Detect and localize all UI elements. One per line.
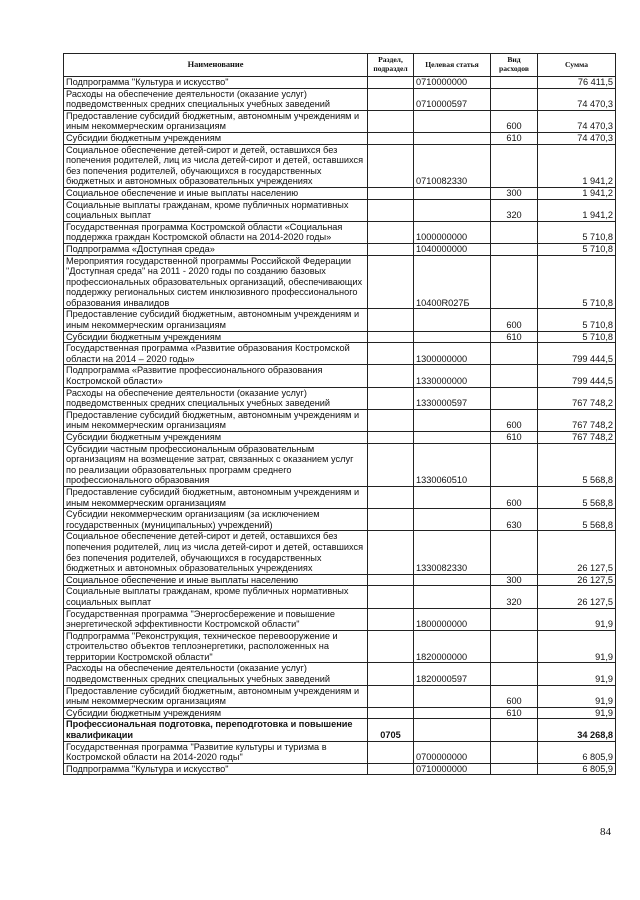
cell-vid-rashodov xyxy=(491,365,538,387)
cell-vid-rashodov: 320 xyxy=(491,586,538,608)
cell-summa: 74 470,3 xyxy=(538,110,616,132)
cell-name: Социальное обеспечение детей-сирот и детей, оставшихся без попечения родителей, лиц из числа детей-сирот и детей, оставшихся без попечения родителей, обучающихся в государственных бюджетных и автономных образовательных учреждениях xyxy=(64,144,368,187)
table-row xyxy=(64,574,616,586)
cell-name: Социальное обеспечение и иные выплаты населению xyxy=(64,187,368,199)
cell-razdel xyxy=(368,187,414,199)
table-row xyxy=(64,608,616,630)
cell-razdel xyxy=(368,255,414,309)
header-razdel: Раздел, подраздел xyxy=(368,54,414,77)
cell-summa: 91,9 xyxy=(538,608,616,630)
cell-vid-rashodov: 610 xyxy=(491,432,538,444)
cell-summa: 26 127,5 xyxy=(538,574,616,586)
cell-vid-rashodov xyxy=(491,663,538,685)
cell-name: Подпрограмма «Развитие профессионального образования Костромской области» xyxy=(64,365,368,387)
cell-summa: 74 470,3 xyxy=(538,88,616,110)
cell-celevaya-statya xyxy=(414,707,491,719)
cell-vid-rashodov xyxy=(491,144,538,187)
table-row xyxy=(64,630,616,663)
cell-celevaya-statya: 1330000597 xyxy=(414,387,491,409)
cell-celevaya-statya xyxy=(414,509,491,531)
cell-name: Субсидии бюджетным учреждениям xyxy=(64,132,368,144)
table-row xyxy=(64,486,616,508)
cell-razdel xyxy=(368,331,414,343)
cell-vid-rashodov: 600 xyxy=(491,685,538,707)
cell-celevaya-statya xyxy=(414,719,491,741)
cell-name: Социальное обеспечение детей-сирот и детей, оставшихся без попечения родителей, лиц из числа детей-сирот и детей, оставшихся без попечения родителей, обучающихся в государственных бюджетных и автономных образовательных учреждениях xyxy=(64,531,368,574)
header-name: Наименование xyxy=(64,54,368,77)
cell-name: Расходы на обеспечение деятельности (оказание услуг) подведомственных средних специальных учебных заведений xyxy=(64,663,368,685)
cell-vid-rashodov: 600 xyxy=(491,486,538,508)
cell-celevaya-statya xyxy=(414,132,491,144)
cell-name: Предоставление субсидий бюджетным, автономным учреждениям и иным некоммерческим организациям xyxy=(64,486,368,508)
cell-vid-rashodov xyxy=(491,88,538,110)
header-celevaya: Целевая статья xyxy=(414,54,491,77)
cell-celevaya-statya xyxy=(414,486,491,508)
cell-summa: 26 127,5 xyxy=(538,586,616,608)
cell-summa: 5 710,8 xyxy=(538,309,616,331)
cell-celevaya-statya xyxy=(414,574,491,586)
cell-name: Расходы на обеспечение деятельности (оказание услуг) подведомственных средних специальных учебных заведений xyxy=(64,88,368,110)
table-row xyxy=(64,763,616,775)
cell-celevaya-statya: 1330000000 xyxy=(414,365,491,387)
table-row xyxy=(64,443,616,486)
cell-celevaya-statya: 1330060510 xyxy=(414,443,491,486)
cell-celevaya-statya xyxy=(414,432,491,444)
cell-summa: 6 805,9 xyxy=(538,763,616,775)
cell-celevaya-statya: 1820000597 xyxy=(414,663,491,685)
cell-vid-rashodov xyxy=(491,443,538,486)
table-row xyxy=(64,187,616,199)
table-row xyxy=(64,309,616,331)
table-body xyxy=(64,77,616,775)
cell-vid-rashodov: 630 xyxy=(491,509,538,531)
cell-celevaya-statya xyxy=(414,199,491,221)
cell-celevaya-statya xyxy=(414,331,491,343)
cell-vid-rashodov xyxy=(491,221,538,243)
cell-name: Государственная программа Костромской области «Социальная поддержка граждан Костромской области на 2014-2020 годы» xyxy=(64,221,368,243)
cell-name: Субсидии бюджетным учреждениям xyxy=(64,707,368,719)
cell-name: Субсидии частным профессиональным образовательным организациям на возмещение затрат, связанных с оказанием услуг по реализации образовательных программ среднего профессионального образования xyxy=(64,443,368,486)
table-row xyxy=(64,132,616,144)
cell-celevaya-statya: 0710000000 xyxy=(414,763,491,775)
cell-name: Предоставление субсидий бюджетным, автономным учреждениям и иным некоммерческим организациям xyxy=(64,110,368,132)
table-row xyxy=(64,243,616,255)
budget-table xyxy=(63,53,616,775)
cell-name: Субсидии бюджетным учреждениям xyxy=(64,432,368,444)
cell-celevaya-statya xyxy=(414,586,491,608)
cell-celevaya-statya: 0710000597 xyxy=(414,88,491,110)
table-row xyxy=(64,531,616,574)
table-row xyxy=(64,331,616,343)
cell-name: Социальные выплаты гражданам, кроме публичных нормативных социальных выплат xyxy=(64,199,368,221)
cell-name: Предоставление субсидий бюджетным, автономным учреждениям и иным некоммерческим организациям xyxy=(64,685,368,707)
header-summa: Сумма xyxy=(538,54,616,77)
cell-razdel xyxy=(368,531,414,574)
table-row xyxy=(64,199,616,221)
cell-vid-rashodov xyxy=(491,763,538,775)
cell-celevaya-statya xyxy=(414,110,491,132)
table-row xyxy=(64,144,616,187)
table-row xyxy=(64,255,616,309)
cell-summa: 5 710,8 xyxy=(538,331,616,343)
cell-celevaya-statya: 0700000000 xyxy=(414,741,491,763)
cell-razdel xyxy=(368,387,414,409)
cell-razdel xyxy=(368,586,414,608)
cell-razdel xyxy=(368,243,414,255)
cell-vid-rashodov: 300 xyxy=(491,574,538,586)
cell-summa: 26 127,5 xyxy=(538,531,616,574)
cell-celevaya-statya: 0710082330 xyxy=(414,144,491,187)
cell-summa: 91,9 xyxy=(538,685,616,707)
table-row xyxy=(64,432,616,444)
cell-name: Подпрограмма "Культура и искусство" xyxy=(64,763,368,775)
cell-razdel xyxy=(368,663,414,685)
cell-name: Подпрограмма "Культура и искусство" xyxy=(64,77,368,89)
cell-razdel xyxy=(368,309,414,331)
cell-vid-rashodov: 320 xyxy=(491,199,538,221)
cell-celevaya-statya: 1300000000 xyxy=(414,343,491,365)
cell-celevaya-statya: 1000000000 xyxy=(414,221,491,243)
table-row xyxy=(64,685,616,707)
cell-vid-rashodov: 600 xyxy=(491,409,538,431)
cell-razdel xyxy=(368,132,414,144)
cell-razdel xyxy=(368,110,414,132)
table-row xyxy=(64,741,616,763)
cell-vid-rashodov xyxy=(491,531,538,574)
table-row xyxy=(64,509,616,531)
cell-vid-rashodov xyxy=(491,630,538,663)
cell-name: Профессиональная подготовка, переподготовка и повышение квалификации xyxy=(64,719,368,741)
cell-summa: 799 444,5 xyxy=(538,343,616,365)
cell-razdel xyxy=(368,409,414,431)
cell-vid-rashodov: 610 xyxy=(491,331,538,343)
cell-razdel xyxy=(368,199,414,221)
cell-razdel xyxy=(368,630,414,663)
cell-name: Социальное обеспечение и иные выплаты населению xyxy=(64,574,368,586)
cell-celevaya-statya xyxy=(414,309,491,331)
cell-razdel xyxy=(368,763,414,775)
cell-name: Расходы на обеспечение деятельности (оказание услуг) подведомственных средних специальных учебных заведений xyxy=(64,387,368,409)
cell-celevaya-statya: 1800000000 xyxy=(414,608,491,630)
table-row xyxy=(64,110,616,132)
cell-summa: 5 710,8 xyxy=(538,221,616,243)
header-vid: Вид расходов xyxy=(491,54,538,77)
cell-celevaya-statya: 1330082330 xyxy=(414,531,491,574)
cell-name: Подпрограмма «Доступная среда» xyxy=(64,243,368,255)
table-row xyxy=(64,88,616,110)
cell-summa: 34 268,8 xyxy=(538,719,616,741)
cell-name: Подпрограмма "Реконструкция, техническое перевооружение и строительство объектов теплоэнергетики, расположенных на территории Костромской области" xyxy=(64,630,368,663)
table-row xyxy=(64,586,616,608)
cell-razdel xyxy=(368,486,414,508)
cell-vid-rashodov: 300 xyxy=(491,187,538,199)
cell-summa: 91,9 xyxy=(538,663,616,685)
table-header-row xyxy=(64,54,616,77)
cell-celevaya-statya: 10400R027Б xyxy=(414,255,491,309)
cell-razdel xyxy=(368,707,414,719)
table-row xyxy=(64,663,616,685)
cell-name: Мероприятия государственной программы Российской Федерации "Доступная среда" на 2011 - 2020 годы по созданию базовых профессиональных образовательных организаций, обеспечивающих поддержку региональных систем инклюзивного профессионального образования инвалидов xyxy=(64,255,368,309)
cell-razdel xyxy=(368,343,414,365)
cell-name: Субсидии некоммерческим организациям (за исключением государственных (муниципальных) учреждений) xyxy=(64,509,368,531)
cell-summa: 5 568,8 xyxy=(538,486,616,508)
cell-summa: 767 748,2 xyxy=(538,387,616,409)
cell-vid-rashodov: 610 xyxy=(491,707,538,719)
cell-summa: 5 568,8 xyxy=(538,509,616,531)
cell-vid-rashodov xyxy=(491,719,538,741)
cell-celevaya-statya: 1040000000 xyxy=(414,243,491,255)
cell-summa: 1 941,2 xyxy=(538,199,616,221)
cell-vid-rashodov: 600 xyxy=(491,110,538,132)
cell-razdel xyxy=(368,608,414,630)
cell-razdel xyxy=(368,221,414,243)
cell-celevaya-statya xyxy=(414,187,491,199)
cell-name: Социальные выплаты гражданам, кроме публичных нормативных социальных выплат xyxy=(64,586,368,608)
cell-razdel: 0705 xyxy=(368,719,414,741)
cell-vid-rashodov xyxy=(491,255,538,309)
cell-celevaya-statya: 0710000000 xyxy=(414,77,491,89)
cell-razdel xyxy=(368,88,414,110)
table-row xyxy=(64,387,616,409)
cell-razdel xyxy=(368,432,414,444)
table-row xyxy=(64,719,616,741)
table-row xyxy=(64,409,616,431)
cell-summa: 91,9 xyxy=(538,630,616,663)
cell-vid-rashodov xyxy=(491,343,538,365)
cell-razdel xyxy=(368,741,414,763)
cell-name: Предоставление субсидий бюджетным, автономным учреждениям и иным некоммерческим организациям xyxy=(64,409,368,431)
cell-vid-rashodov: 610 xyxy=(491,132,538,144)
cell-summa: 1 941,2 xyxy=(538,144,616,187)
cell-summa: 1 941,2 xyxy=(538,187,616,199)
cell-vid-rashodov xyxy=(491,77,538,89)
cell-razdel xyxy=(368,685,414,707)
cell-name: Государственная программа "Энергосбережение и повышение энергетической эффективности Костромской области" xyxy=(64,608,368,630)
cell-summa: 5 568,8 xyxy=(538,443,616,486)
cell-summa: 74 470,3 xyxy=(538,132,616,144)
table-row xyxy=(64,365,616,387)
cell-razdel xyxy=(368,144,414,187)
cell-razdel xyxy=(368,509,414,531)
cell-celevaya-statya xyxy=(414,685,491,707)
cell-name: Субсидии бюджетным учреждениям xyxy=(64,331,368,343)
cell-summa: 767 748,2 xyxy=(538,432,616,444)
cell-summa: 6 805,9 xyxy=(538,741,616,763)
page-number: 84 xyxy=(600,826,611,838)
table-row xyxy=(64,707,616,719)
table-row xyxy=(64,343,616,365)
cell-vid-rashodov xyxy=(491,387,538,409)
cell-summa: 76 411,5 xyxy=(538,77,616,89)
cell-vid-rashodov xyxy=(491,243,538,255)
cell-summa: 5 710,8 xyxy=(538,243,616,255)
cell-summa: 767 748,2 xyxy=(538,409,616,431)
cell-summa: 5 710,8 xyxy=(538,255,616,309)
cell-razdel xyxy=(368,443,414,486)
table-row xyxy=(64,77,616,89)
cell-razdel xyxy=(368,365,414,387)
cell-summa: 799 444,5 xyxy=(538,365,616,387)
cell-vid-rashodov: 600 xyxy=(491,309,538,331)
cell-vid-rashodov xyxy=(491,741,538,763)
cell-name: Предоставление субсидий бюджетным, автономным учреждениям и иным некоммерческим организациям xyxy=(64,309,368,331)
cell-summa: 91,9 xyxy=(538,707,616,719)
cell-celevaya-statya xyxy=(414,409,491,431)
cell-razdel xyxy=(368,77,414,89)
cell-razdel xyxy=(368,574,414,586)
cell-celevaya-statya: 1820000000 xyxy=(414,630,491,663)
table-row xyxy=(64,221,616,243)
cell-name: Государственная программа «Развитие образования Костромской области на 2014 – 2020 годы» xyxy=(64,343,368,365)
cell-vid-rashodov xyxy=(491,608,538,630)
cell-name: Государственная программа "Развитие культуры и туризма в Костромской области на 2014-2020 годы" xyxy=(64,741,368,763)
